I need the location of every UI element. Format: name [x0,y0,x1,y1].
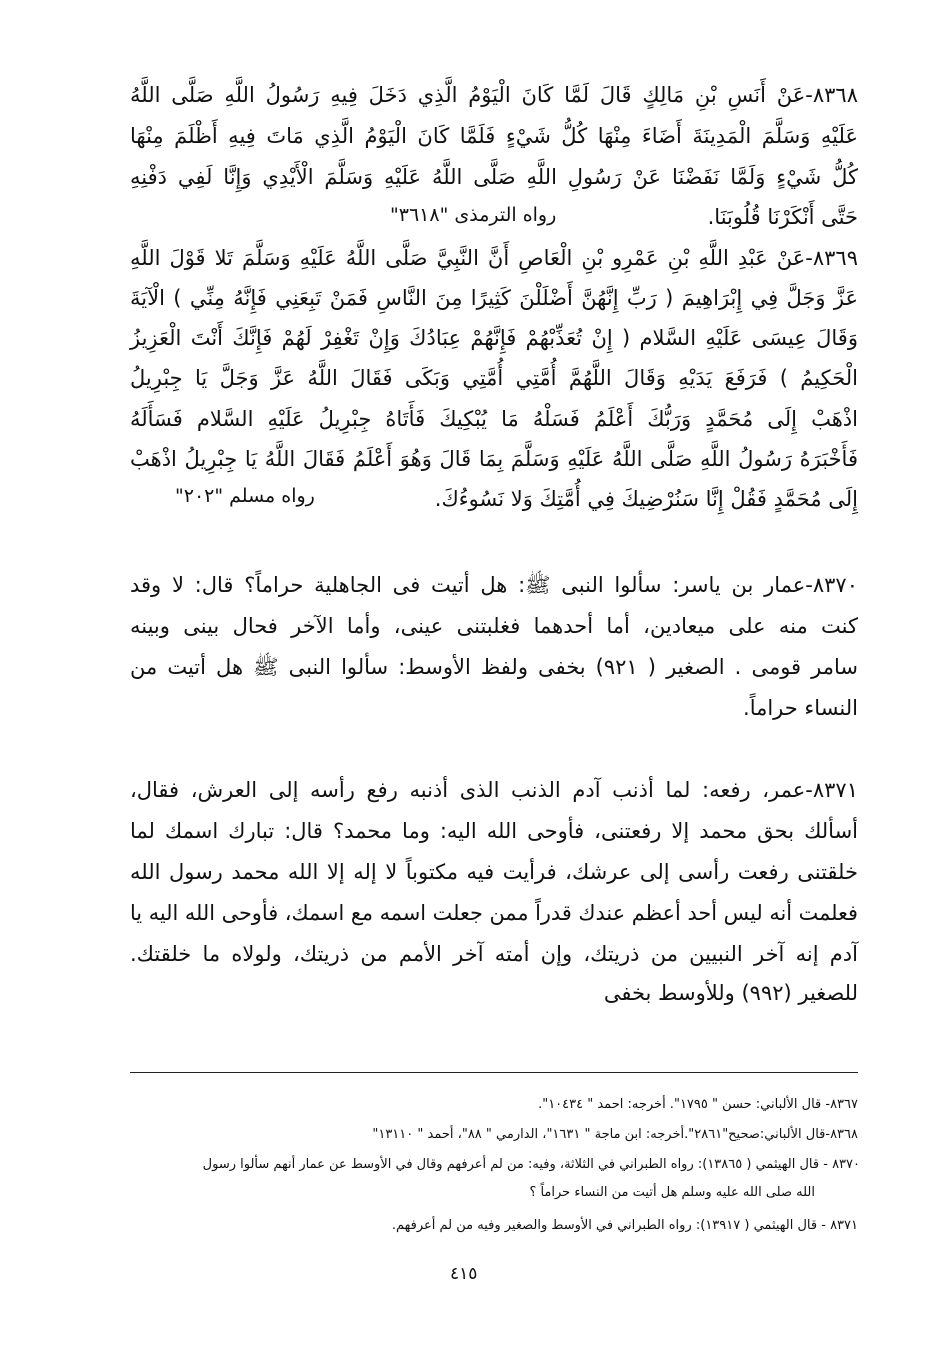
text-line: النساء حراماً. [743,696,858,720]
page-number: ٤١٥ [450,1264,478,1284]
text-line: وَقَالَ عِيسَى عَلَيْهِ السَّلام ( إِنْ تُعَذِّبْهُمْ فَإِنَّهُمْ عِبَادُكَ وَإِنْ تَغْفِرْ لَهُمْ فَإِنَّكَ أَنْتَ الْعَزِيزُ [130,326,858,350]
text-line: عَزَّ وَجَلَّ فِي إِبْرَاهِيمَ ( رَبِّ إِنَّهُنَّ أَضْلَلْنَ كَثِيرًا مِنَ النَّاسِ فَمَنْ تَبِعَنِي فَإِنَّهُ مِنِّي ) الْآيَةَ [130,286,858,310]
text-line: ٨٣٦٩-عَنْ عَبْدِ اللَّهِ بْنِ عَمْرِو بْنِ الْعَاصِ أَنَّ النَّبِيَّ صَلَّى اللَّهُ عَلَيْهِ وَسَلَّمَ تَلا قَوْلَ اللَّهِ [130,246,858,270]
text-line: اذْهَبْ إِلَى مُحَمَّدٍ وَرَبُّكَ أَعْلَمُ فَسَلْهُ مَا يُبْكِيكَ فَأَتَاهُ جِبْرِيلُ عَلَيْهِ السَّلام فَسَأَلَهُ [130,407,858,431]
text-line: أسألك بحق محمد إلا رفعتنى، فأوحى الله اليه: وما محمد؟ قال: تبارك اسمك لما [130,819,858,843]
text-line: ٨٣٦٨-عَنْ أَنَسِ بْنِ مَالِكٍ قَالَ لَمَّا كَانَ الْيَوْمُ الَّذِي دَخَلَ فِيهِ رَسُولُ اللَّهِ صَلَّى اللَّهُ [130,83,858,107]
footnote: ٨٣٦٨-قال الألباني:صحيح"٢٨٦١".أخرجه: ابن ماجة " ١٦٣١"، الدارمي " ٨٨"، أحمد " ١٣١١٠" [372,1127,858,1142]
hadith-source: رواه مسلم "٢٠٢" [175,485,315,507]
footnote: ٨٣٦٧- قال الألباني: حسن " ١٧٩٥". أخرجه: احمد " ١٠٤٣٤". [538,1097,858,1112]
footnote: ٨٣٧١ - قال الهيثمي ( ١٣٩١٧): رواه الطبراني في الأوسط والصغير وفيه من لم أعرفهم. [391,1218,858,1233]
footnote: الله صلى الله عليه وسلم هل أتيت من النساء حراماً ؟ [529,1185,815,1200]
footnote-divider [130,1072,858,1073]
text-line: سامر قومى . الصغير ( ٩٢١) بخفى ولفظ الأوسط: سألوا النبى ﷺ هل أتيت من [130,655,858,679]
text-line: فَأَخْبَرَهُ رَسُولُ اللَّهِ صَلَّى اللَّهُ عَلَيْهِ وَسَلَّمَ بِمَا قَالَ وَهُوَ أَعْلَمُ فَقَالَ اللَّهُ يَا جِبْرِيلُ اذْهَبْ [130,447,858,471]
text-line: للصغير (٩٩٢) وللأوسط بخفى [603,981,858,1005]
text-line: فعلمت أنه ليس أحد أعظم عندك قدراً ممن جعلت اسمه مع اسمك، فأوحى الله اليه يا [129,901,859,925]
text-line: إِلَى مُحَمَّدٍ فَقُلْ إِنَّا سَنُرْضِيكَ فِي أُمَّتِكَ وَلا نَسُوءُكَ. [434,487,858,511]
text-line: ٨٣٧٠-عمار بن ياسر: سألوا النبى ﷺ: هل أتيت فى الجاهلية حراماً؟ قال: لا وقد [130,573,858,597]
text-line: كنت منه على ميعادين، أما أحدهما فغلبتنى عينى، وأما الآخر فحال بينى وبينه [130,614,858,638]
text-line: عَلَيْهِ وَسَلَّمَ الْمَدِينَةَ أَضَاءَ مِنْهَا كُلُّ شَيْءٍ فَلَمَّا كَانَ الْيَوْمُ الَّذِي مَاتَ فِيهِ أَظْلَمَ مِنْهَا [130,124,858,148]
text-line: كُلُّ شَيْءٍ وَلَمَّا نَفَضْنَا عَنْ رَسُولِ اللَّهِ صَلَّى اللَّهُ عَلَيْهِ وَسَلَّمَ الْأَيْدِي وَإِنَّا لَفِي دَفْنِهِ [130,165,858,189]
text-line: خلقتنى رفعت رأسى إلى عرشك، فرأيت فيه مكتوباً لا إله إلا الله محمد رسول الله [130,860,858,884]
text-line: آدم إنه آخر النبيين من ذريتك، وإن أمته آخر الأمم من ذريتك، ولولاه ما خلقتك. [130,942,858,966]
text-line: حَتَّى أَنْكَرْنَا قُلُوبَنَا. [707,205,858,229]
hadith-source: رواه الترمذى "٣٦١٨" [390,204,557,226]
text-line: الْحَكِيمُ ) فَرَفَعَ يَدَيْهِ وَقَالَ اللَّهُمَّ أُمَّتِي أُمَّتِي وَبَكَى فَقَالَ اللَّهُ عَزَّ وَجَلَّ يَا جِبْرِيلُ [130,366,858,390]
footnote: ٨٣٧٠ - قال الهيثمي ( ١٣٨٦٥): رواه الطبراني في الثلاثة، وفيه: من لم أعرفهم وقال في الأوسط عن عمار أنهم سألوا رسول [202,1157,860,1172]
text-line: ٨٣٧١-عمر، رفعه: لما أذنب آدم الذنب الذى أذنبه رفع رأسه إلى العرش، فقال، [130,778,858,802]
